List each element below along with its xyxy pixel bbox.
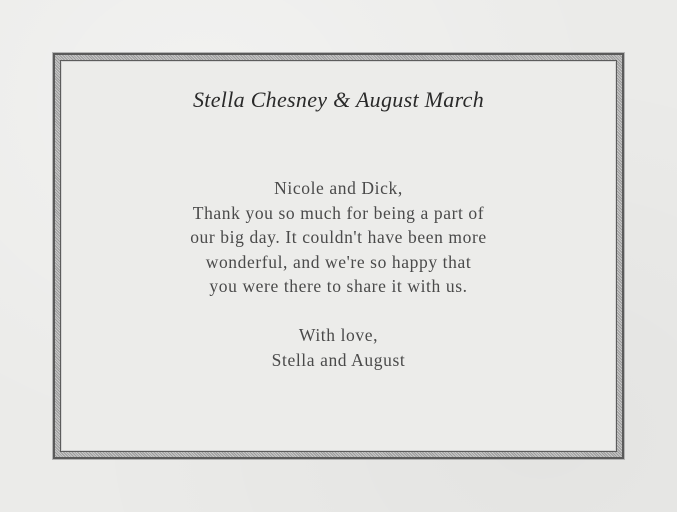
greeting-line: Nicole and Dick, [274, 178, 403, 198]
couple-names: Stella Chesney & August March [193, 87, 484, 112]
signature-line: Stella and August [271, 349, 406, 370]
card-panel [60, 60, 617, 452]
message-line: you were there to share it with us. [209, 276, 468, 296]
message-line: Thank you so much for being a part of [192, 202, 485, 223]
card-border-frame [53, 53, 624, 459]
signoff [61, 323, 616, 372]
message-body [61, 176, 616, 299]
card-content [61, 61, 616, 451]
closing-line: With love, [298, 325, 379, 345]
message-line: our big day. It couldn't have been more [190, 227, 487, 247]
message-line: wonderful, and we're so happy that [205, 251, 472, 272]
